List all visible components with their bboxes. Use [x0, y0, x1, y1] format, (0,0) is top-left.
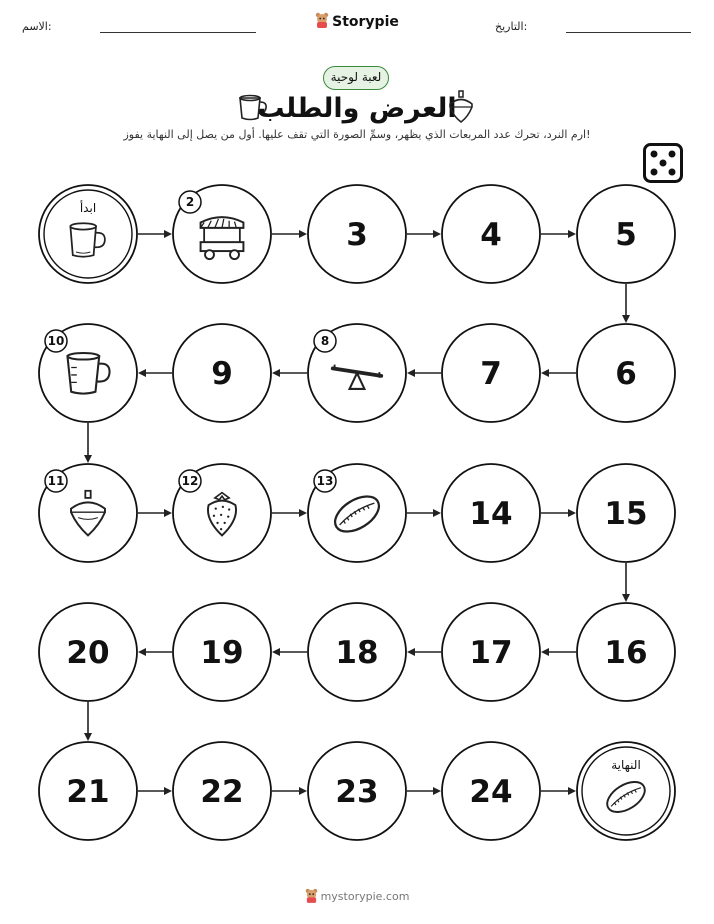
path-arrow [138, 509, 172, 517]
path-arrow [407, 648, 441, 656]
path-arrow [541, 369, 576, 377]
game-type-badge: لعبة لوحية [323, 66, 389, 90]
space-number: 14 [469, 496, 513, 532]
path-arrow [541, 648, 576, 656]
path-arrow [407, 230, 441, 238]
start-space[interactable] [39, 185, 137, 283]
bear-icon [305, 888, 318, 906]
date-label: التاريخ: [495, 20, 528, 33]
space-number: 3 [346, 217, 368, 253]
path-arrow [272, 509, 307, 517]
path-arrow [84, 423, 92, 463]
path-arrow [541, 787, 576, 795]
board-space-24[interactable] [442, 742, 540, 840]
path-arrow [622, 284, 630, 323]
space-number: 24 [469, 774, 513, 810]
board-space-14[interactable] [442, 464, 540, 562]
space-number-badge [179, 191, 201, 213]
board-space-18[interactable] [308, 603, 406, 701]
board-space-5[interactable] [577, 185, 675, 283]
footer [0, 888, 714, 906]
space-number: 22 [200, 774, 244, 810]
board-space-8[interactable] [308, 324, 406, 422]
board-space-4[interactable] [442, 185, 540, 283]
space-number: 16 [604, 635, 648, 671]
path-arrow [84, 702, 92, 741]
path-arrow [407, 787, 441, 795]
board-space-9[interactable] [173, 324, 271, 422]
path-arrow [541, 230, 576, 238]
board-space-6[interactable] [577, 324, 675, 422]
page-title: العرض والطلب [257, 93, 457, 124]
finish-label: النهاية [611, 758, 641, 772]
board-space-21[interactable] [39, 742, 137, 840]
board-space-17[interactable] [442, 603, 540, 701]
space-number: 4 [480, 217, 502, 253]
name-label: الاسم: [22, 20, 52, 33]
instructions: ارم النرد، تحرك عدد المربعات الذي يظهر، وسمِّ الصورة التي تقف عليها. أول من يصل إلى النهاية يفوز! [123, 128, 591, 141]
space-number: 13 [316, 474, 334, 488]
start-label: ابدأ [79, 201, 97, 215]
path-arrow [272, 787, 307, 795]
space-number-badge [45, 470, 67, 492]
space-number: 7 [480, 356, 502, 392]
space-number: 19 [200, 635, 244, 671]
space-number-badge [314, 330, 336, 352]
path-arrow [138, 369, 172, 377]
path-arrow [407, 369, 441, 377]
board-space-7[interactable] [442, 324, 540, 422]
space-number-badge [314, 470, 336, 492]
space-number: 6 [615, 356, 637, 392]
path-arrow [272, 369, 307, 377]
board-space-13[interactable] [308, 464, 406, 562]
brand-name: Storypie [332, 14, 399, 30]
space-number: 21 [66, 774, 110, 810]
path-arrow [138, 648, 172, 656]
board-space-15[interactable] [577, 464, 675, 562]
space-number: 8 [320, 334, 330, 348]
space-number: 9 [211, 356, 233, 392]
space-number: 5 [615, 217, 637, 253]
board-space-16[interactable] [577, 603, 675, 701]
space-number: 12 [181, 474, 199, 488]
board-space-11[interactable] [39, 464, 137, 562]
space-number: 2 [185, 195, 195, 209]
path-arrow [272, 648, 307, 656]
finish-space[interactable] [577, 742, 675, 840]
space-number: 11 [47, 474, 65, 488]
space-number-badge [179, 470, 201, 492]
board-space-3[interactable] [308, 185, 406, 283]
space-number-badge [45, 330, 67, 352]
path-arrow [622, 563, 630, 602]
board-space-10[interactable] [39, 324, 137, 422]
path-arrow [541, 509, 576, 517]
board-space-2[interactable] [173, 185, 271, 283]
space-number: 23 [335, 774, 379, 810]
path-arrow [407, 509, 441, 517]
space-number: 17 [469, 635, 513, 671]
board-space-12[interactable] [173, 464, 271, 562]
board-space-22[interactable] [173, 742, 271, 840]
space-number: 20 [66, 635, 110, 671]
path-arrow [138, 787, 172, 795]
board-space-20[interactable] [39, 603, 137, 701]
space-number: 15 [604, 496, 648, 532]
space-number: 10 [47, 334, 65, 348]
path-arrow [272, 230, 307, 238]
space-number: 18 [335, 635, 379, 671]
footer-url: mystorypie.com [320, 890, 410, 903]
board-space-23[interactable] [308, 742, 406, 840]
path-arrow [138, 230, 172, 238]
board-space-19[interactable] [173, 603, 271, 701]
